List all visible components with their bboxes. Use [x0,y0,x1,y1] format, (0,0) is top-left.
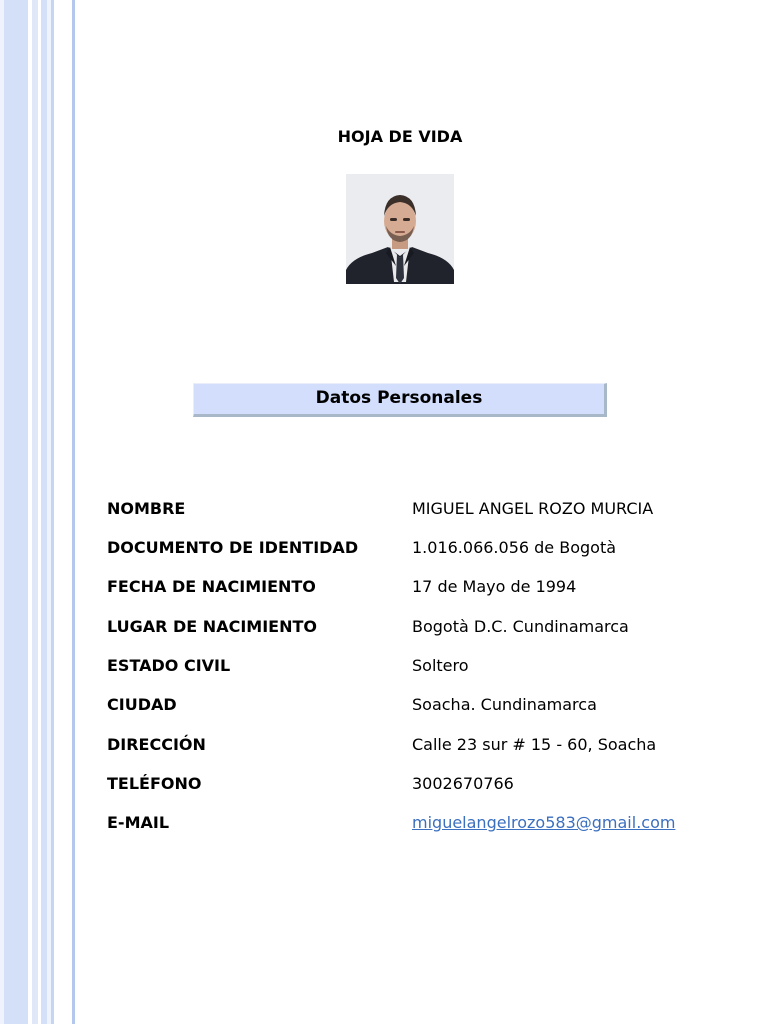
info-label: ESTADO CIVIL [107,656,231,675]
info-label: LUGAR DE NACIMIENTO [107,617,317,636]
info-value: Calle 23 sur # 15 - 60, Soacha [412,735,657,754]
info-label: E-MAIL [107,813,170,832]
info-row-fecha-nacimiento [107,575,727,599]
info-row-email [107,811,727,835]
section-title-datos-personales: Datos Personales [193,383,607,417]
info-label: DOCUMENTO DE IDENTIDAD [107,538,359,557]
border-stripe [72,0,75,1024]
info-label: FECHA DE NACIMIENTO [107,577,316,596]
info-row-documento [107,536,727,560]
info-label: CIUDAD [107,695,177,714]
info-value: 17 de Mayo de 1994 [412,577,577,596]
email-link[interactable]: miguelangelrozo583@gmail.com [412,813,676,832]
info-value: 1.016.066.056 de Bogotà [412,538,617,557]
info-value: Soacha. Cundinamarca [412,695,597,714]
document-title: HOJA DE VIDA [337,127,463,146]
info-row-estado-civil [107,654,727,678]
info-row-ciudad [107,693,727,717]
info-label: TELÉFONO [107,774,202,793]
info-value: MIGUEL ANGEL ROZO MURCIA [412,499,654,518]
info-row-direccion [107,733,727,757]
border-stripe [4,0,28,1024]
page-border-stripes [0,0,80,1024]
info-row-telefono [107,772,727,796]
info-label: DIRECCIÓN [107,735,206,754]
info-row-lugar-nacimiento [107,615,727,639]
info-value: Soltero [412,656,469,675]
profile-photo [346,174,454,284]
info-value: 3002670766 [412,774,514,793]
info-row-nombre [107,497,727,521]
border-stripe [54,0,72,1024]
info-value: Bogotà D.C. Cundinamarca [412,617,629,636]
info-label: NOMBRE [107,499,186,518]
